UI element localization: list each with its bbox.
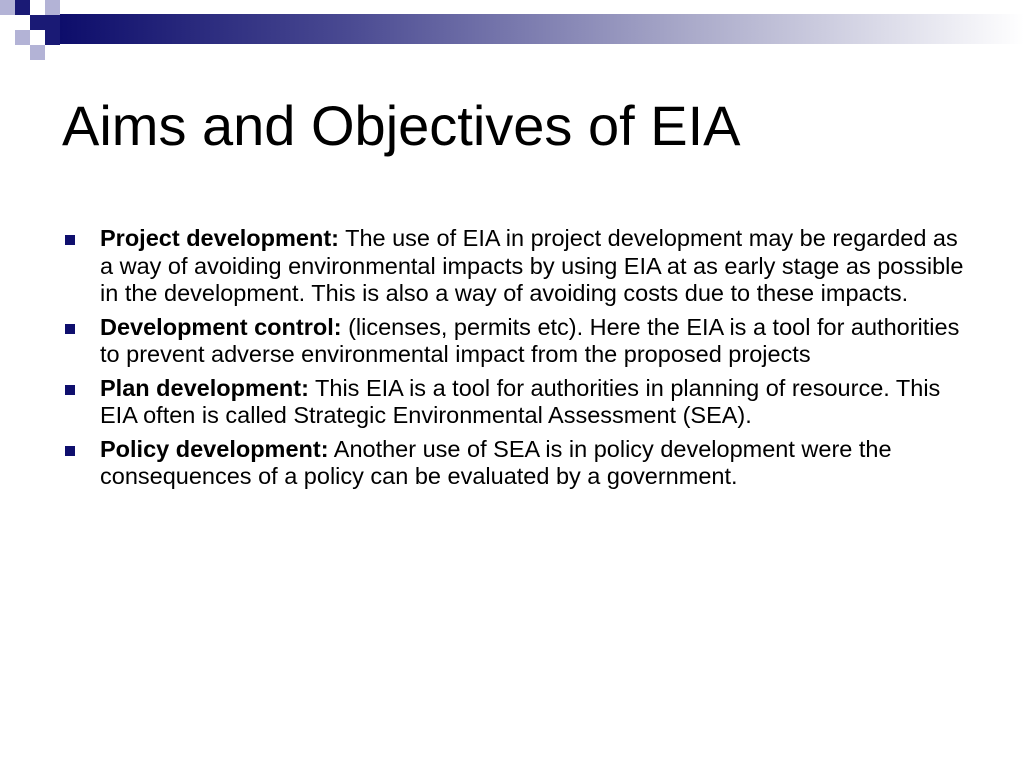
square-bullet-icon <box>65 235 75 245</box>
bullet-item-project-development <box>62 225 967 308</box>
slide-title: Aims and Objectives of EIA <box>62 94 741 157</box>
bullet-text: (licenses, permits etc). Here the EIA is a tool for authorities to prevent adverse environmental impact from the proposed projects <box>100 313 960 367</box>
square-bullet-icon <box>65 324 75 334</box>
square-bullet-icon <box>65 446 75 456</box>
square-bullet-icon <box>65 385 75 395</box>
bullet-item-development-control <box>62 314 967 369</box>
bullet-text: This EIA is a tool for authorities in planning of resource. This EIA often is called Strategic Environmental Assessment (SEA). <box>100 374 941 428</box>
bullet-item-policy-development <box>62 436 967 491</box>
bullet-item-plan-development <box>62 375 967 430</box>
bullet-heading: Policy development: <box>100 435 329 462</box>
bullet-text: The use of EIA in project development may be regarded as a way of avoiding environmental impacts by using EIA at as early stage as possible in the development. This is also a way of avoiding costs due to these impacts. <box>100 225 964 306</box>
bullet-list <box>62 225 967 497</box>
bullet-heading: Development control: <box>100 313 342 340</box>
header-gradient-band <box>60 14 1024 44</box>
bullet-heading: Project development: <box>100 225 339 251</box>
bullet-text: Another use of SEA is in policy development were the consequences of a policy can be evaluated by a government. <box>100 435 892 489</box>
bullet-heading: Plan development: <box>100 374 309 401</box>
